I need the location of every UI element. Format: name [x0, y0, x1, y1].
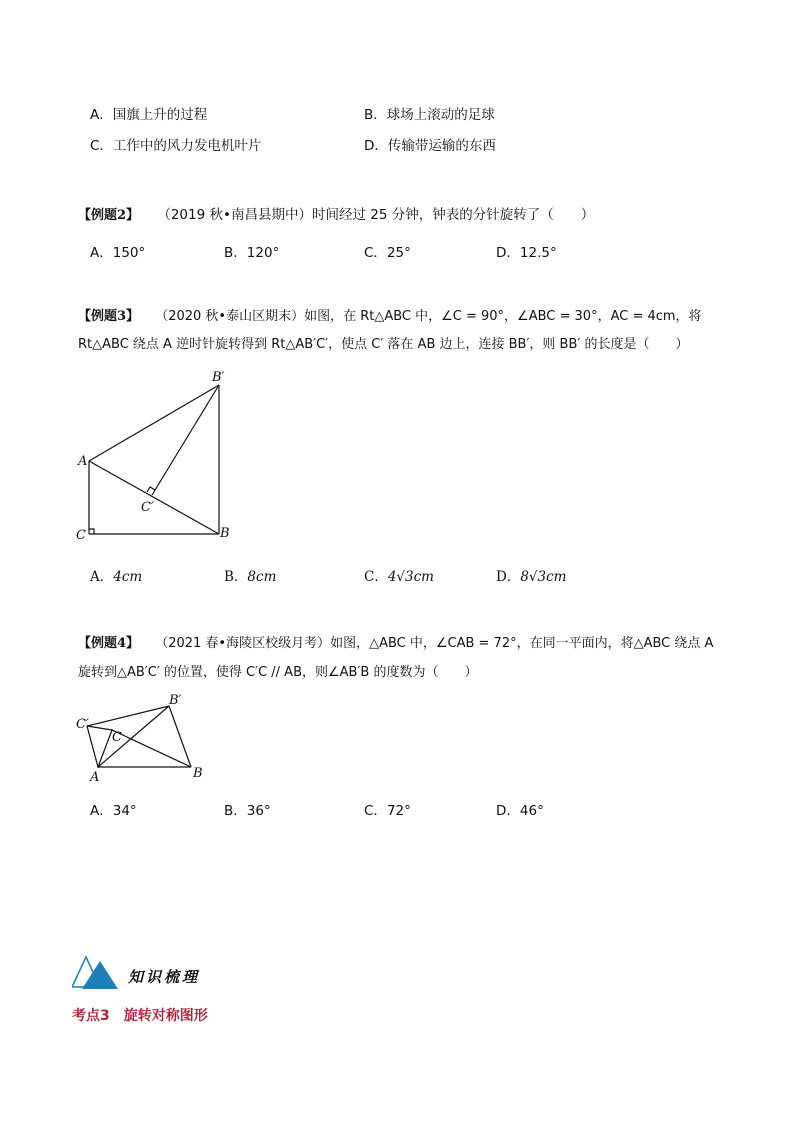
q3-option-a: A．4cm: [90, 569, 143, 585]
q4-label-b: B: [193, 766, 203, 781]
q4-tag: 【例题4】: [78, 636, 140, 651]
q3-option-b: B．8cm: [224, 569, 277, 585]
q2-question: 时间经过 25 分钟，钟表的分针旋转了（ ）: [311, 207, 595, 223]
q4-figure: [70, 690, 210, 785]
q3-figure: [70, 365, 240, 550]
q2-option-d: D．12.5°: [496, 245, 557, 261]
q2-tag: 【例题2】: [78, 208, 140, 223]
q2-stem: [78, 203, 594, 223]
q1-option-b: B．球场上滚动的足球: [364, 107, 495, 123]
q3-label-c: C: [76, 528, 86, 543]
q2-option-c: C．25°: [364, 245, 411, 261]
q4-label-b-prime: B′: [169, 693, 182, 708]
knowledge-heading: 知识梳理: [128, 968, 201, 986]
q3-label-b-prime: B′: [212, 370, 225, 385]
q4-stem-line1: 【例题4】 （2021 春•海陵区校级月考）如图，△ABC 中，∠CAB = 72°，在同一平面内，将△ABC 绕点 A: [78, 636, 714, 651]
q3-stem-line1: 【例题3】 （2020 秋•泰山区期末）如图，在 Rt△ABC 中，∠C = 90°，∠ABC = 30°，AC = 4cm，将: [78, 309, 702, 324]
q4-label-c-prime: C′: [76, 717, 89, 732]
q3-label-b: B: [220, 526, 230, 541]
section-name: 旋转对称图形: [123, 1008, 208, 1024]
section-number: 考点3: [72, 1008, 110, 1024]
q4-option-d: D．46°: [496, 803, 544, 819]
q3-tag: 【例题3】: [78, 309, 140, 324]
q4-option-c: C．72°: [364, 803, 411, 819]
q2-option-a: A．150°: [90, 245, 146, 261]
q1-option-c: C．工作中的风力发电机叶片: [90, 138, 262, 154]
q4-label-a: A: [90, 770, 100, 785]
q4-label-c: C: [112, 730, 122, 745]
q1-option-a: A．国旗上升的过程: [90, 107, 208, 123]
triangle-logo-icon: [72, 955, 122, 993]
q3-option-d: D．8√3cm: [496, 569, 567, 585]
q2-option-b: B．120°: [224, 245, 280, 261]
q4-option-a: A．34°: [90, 803, 137, 819]
section-title: [72, 1005, 208, 1025]
q3-label-c-prime: C′: [141, 500, 154, 515]
q3-label-a: A: [78, 454, 88, 469]
q2-source: （2019 秋•南昌县期中）: [157, 207, 312, 223]
q3-option-c: C．4√3cm: [364, 569, 434, 585]
q4-option-b: B．36°: [224, 803, 271, 819]
q3-stem-line2: Rt△ABC 绕点 A 逆时针旋转得到 Rt△AB′C′，使点 C′ 落在 AB 边上，连接 BB′，则 BB′ 的长度是（ ）: [78, 337, 689, 352]
q4-stem-line2: 旋转到△AB′C′ 的位置，使得 C′C // AB，则∠AB′B 的度数为（ ）: [78, 665, 478, 680]
q1-option-d: D．传输带运输的东西: [364, 138, 496, 154]
